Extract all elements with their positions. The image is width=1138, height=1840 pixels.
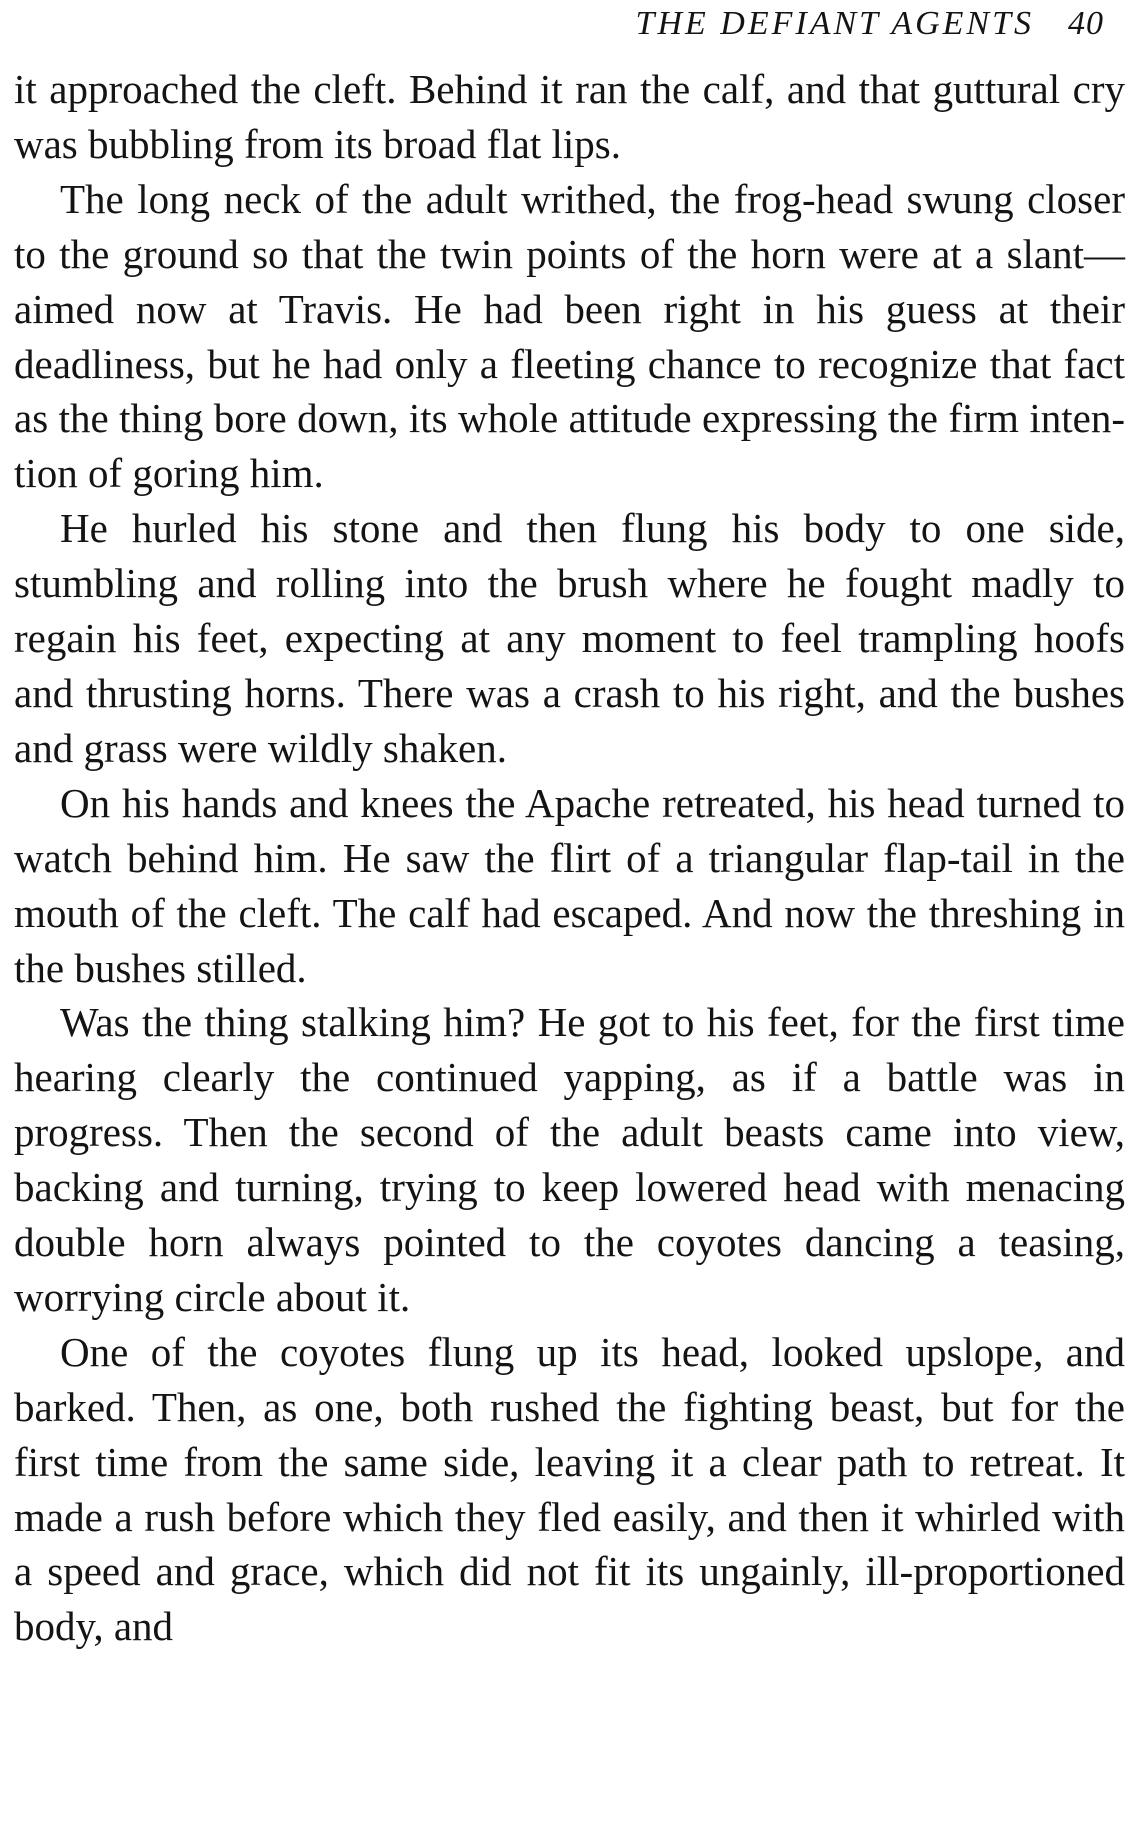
paragraph: He hurled his stone and then flung his body to one side, stumbling and rolling into the brush where he fought madly to regain his feet, expecting at any moment to feel trampling hoofs and thrusting horns. There was a crash to his right, and the bushes and grass were wildly shaken. <box>14 505 1125 771</box>
body-text <box>14 62 1125 1654</box>
page-number: 40 <box>1068 5 1104 42</box>
running-head-title: THE DEFIANT AGENTS <box>635 5 1034 42</box>
running-head <box>636 2 1104 46</box>
paragraph-continued: it approached the cleft. Behind it ran the calf, and that guttural cry was bubbling from its broad flat lips. <box>14 66 1125 167</box>
paragraph: Was the thing stalking him? He got to his feet, for the first time hearing clearly the continued yapping, as if a battle was in progress. Then the second of the adult beasts came into view, backing and turning, trying to keep lowered head with menacing double horn always pointed to the coyotes dancing a teasing, worrying circle about it. <box>14 999 1125 1320</box>
paragraph: The long neck of the adult writhed, the frog-head swung closer to the ground so that the twin points of the horn were at a slant—aimed now at Travis. He had been right in his guess at their deadliness, but he had only a fleeting chance to recognize that fact as the thing bore down, its whole attitude expressing the firm intention of goring him. <box>14 175 1125 497</box>
paragraph: One of the coyotes flung up its head, looked upslope, and barked. Then, as one, both rushed the fighting beast, but for the first time from the same side, leaving it a clear path to retreat. It made a rush before which they fled easily, and then it whirled with a speed and grace, which did not fit its ungainly, ill-proportioned body, and <box>14 1328 1125 1650</box>
paragraph: On his hands and knees the Apache retreated, his head turned to watch behind him. He saw the flirt of a triangular flap-tail in the mouth of the cleft. The calf had escaped. And now the threshing in the bushes stilled. <box>14 779 1125 991</box>
